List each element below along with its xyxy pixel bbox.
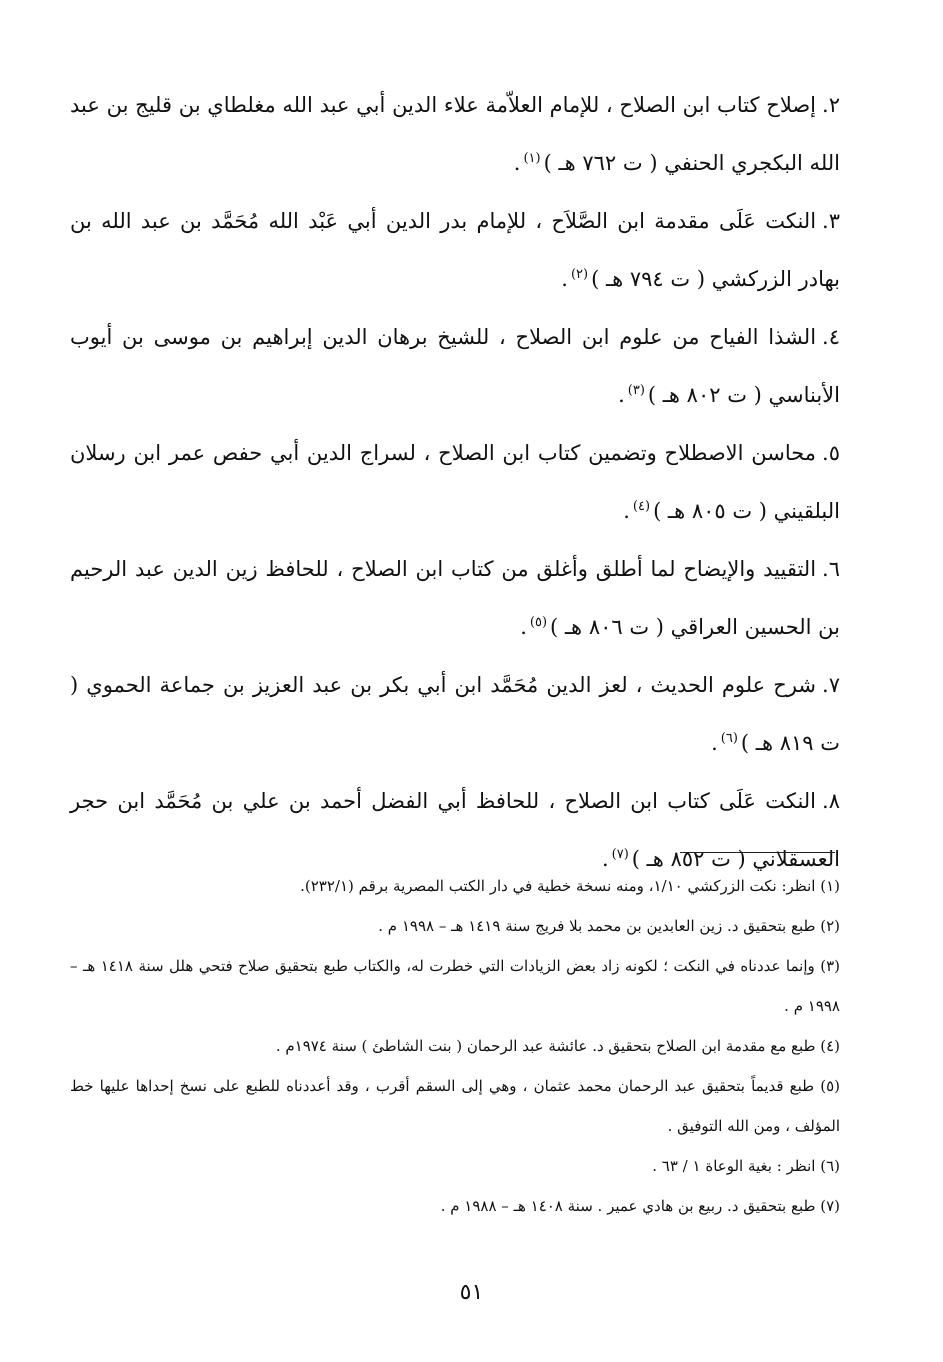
list-item (70, 426, 840, 538)
entry-number: ٧. (822, 673, 840, 697)
footnote: (٥) طبع قديماً بتحقيق عبد الرحمان محمد عثمان ، وهي إلى السقم أقرب ، وقد أعددناه للطبع على نسخ إحداها عليها خط المؤلف ، ومن الله التوفيق . (70, 1077, 840, 1135)
entry-end: . (711, 731, 718, 755)
footnote: (١) انظر: نكت الزركشي ١/١٠، ومنه نسخة خطية في دار الكتب المصرية برقم (٢٣٢/١). (300, 877, 840, 895)
footnote-ref[interactable]: (٣) (627, 383, 645, 398)
footnotes (70, 866, 840, 1226)
entry-text: النكت عَلَى مقدمة ابن الصَّلاَح ، للإمام بدر الدين أبي عَبْد الله مُحَمَّد بن عبد الله بن بهادر الزركشي ( ت ٧٩٤ هـ ) (70, 209, 840, 291)
entry-number: ٣. (822, 209, 840, 233)
footnote: (٢) طبع بتحقيق د. زين العابدين بن محمد بلا فريج سنة ١٤١٩ هـ – ١٩٩٨ م . (378, 917, 840, 935)
footnote-ref[interactable]: (٢) (570, 267, 589, 282)
entry-text: محاسن الاصطلاح وتضمين كتاب ابن الصلاح ، لسراج الدين أبي حفص عمر ابن رسلان البلقيني ( ت ٨٠٥ هـ ) (70, 441, 840, 523)
entry-text: التقييد والإيضاح لما أطلق وأغلق من كتاب ابن الصلاح ، للحافظ زين الدين عبد الرحيم بن الحسين العراقي ( ت ٨٠٦ هـ ) (70, 557, 840, 639)
footnote-ref[interactable]: (٧) (611, 847, 629, 862)
entry-list (70, 78, 840, 886)
footnote-ref[interactable]: (٥) (529, 615, 548, 630)
main-text (70, 78, 840, 890)
list-item (70, 542, 840, 654)
list-item (70, 194, 840, 306)
page-number: ٥١ (459, 1280, 484, 1305)
entry-end: . (561, 267, 568, 291)
entry-text: إصلاح كتاب ابن الصلاح ، للإمام العلاّمة علاء الدين أبي عبد الله مغلطاي بن قليج بن عبد الله البكجري الحنفي ( ت ٧٦٢ هـ ) (70, 93, 840, 175)
entry-number: ٨. (822, 789, 840, 813)
list-item (70, 310, 840, 422)
footnote: (٣) وإنما عددناه في النكت ؛ لكونه زاد بعض الزيادات التي خطرت له، والكتاب طبع بتحقيق صلاح فتحي هلل سنة ١٤١٨ هـ – ١٩٩٨ م . (70, 957, 840, 1015)
entry-number: ٤. (822, 325, 840, 349)
entry-text: النكت عَلَى كتاب ابن الصلاح ، للحافظ أبي الفضل أحمد بن علي بن مُحَمَّد ابن حجر العسقلاني ( ت ٨٥٢ هـ ) (70, 789, 840, 871)
entry-end: . (513, 151, 521, 175)
footnote-divider (680, 852, 835, 853)
entry-number: ٦. (822, 557, 840, 581)
footnote-ref[interactable]: (٦) (720, 731, 738, 746)
footnote: (٧) طبع بتحقيق د. ربيع بن هادي عمير . سنة ١٤٠٨ هـ – ١٩٨٨ م . (440, 1197, 840, 1215)
entry-number: ٥. (822, 441, 840, 465)
entry-end: . (623, 499, 630, 523)
entry-number: ٢. (822, 93, 840, 117)
entry-text: الشذا الفياح من علوم ابن الصلاح ، للشيخ برهان الدين إبراهيم بن موسى بن أيوب الأبناسي ( ت ٨٠٢ هـ ) (70, 325, 840, 407)
entry-end: . (601, 847, 609, 871)
list-item (70, 658, 840, 770)
list-item (70, 78, 840, 190)
footnote-ref[interactable]: (١) (523, 151, 541, 166)
entry-text: شرح علوم الحديث ، لعز الدين مُحَمَّد ابن أبي بكر بن عبد العزيز بن جماعة الحموي ( ت ٨١٩ هـ ) (70, 673, 840, 755)
footnote: (٤) طبع مع مقدمة ابن الصلاح بتحقيق د. عائشة عبد الرحمان ( بنت الشاطئ ) سنة ١٩٧٤م . (275, 1037, 840, 1055)
footnote-ref[interactable]: (٤) (632, 499, 651, 514)
entry-end: . (618, 383, 625, 407)
footnote: (٦) انظر : بغية الوعاة ١ / ٦٣ . (652, 1157, 840, 1175)
entry-end: . (520, 615, 527, 639)
